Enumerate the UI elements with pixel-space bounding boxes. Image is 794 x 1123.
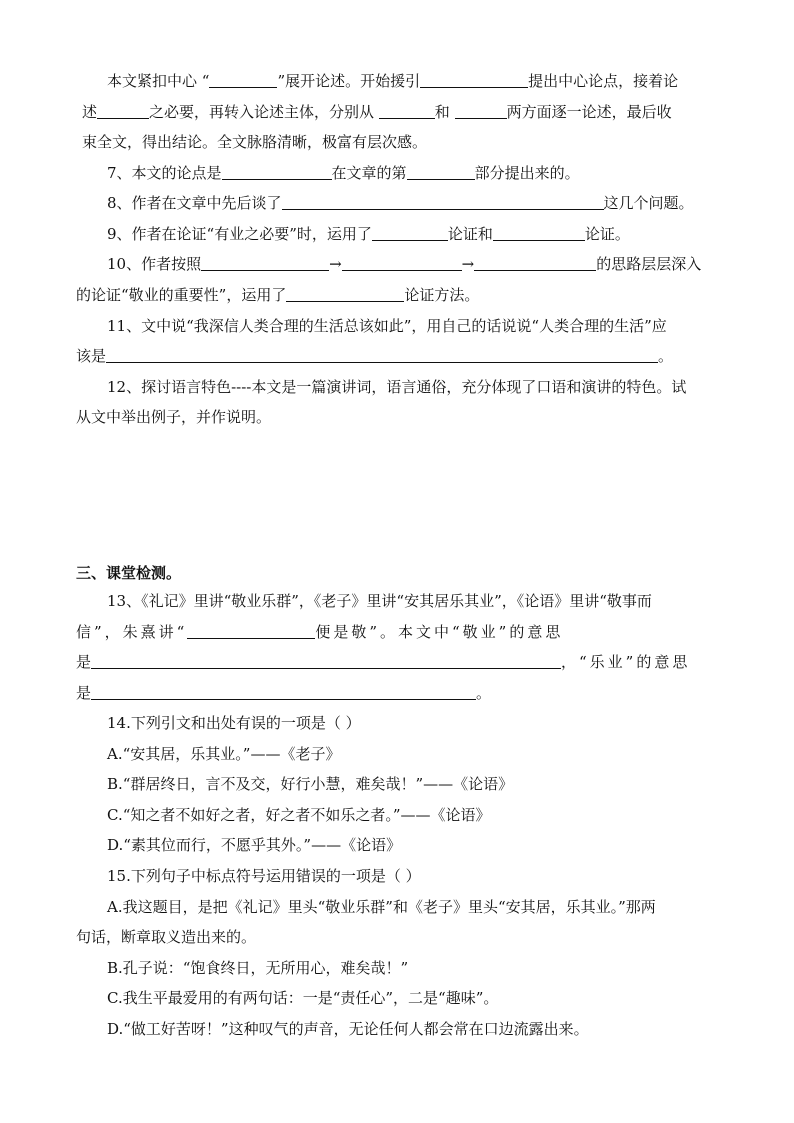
q15-stem: 15.下列句子中标点符号运用错误的一项是（ ） bbox=[107, 867, 421, 885]
question-9 bbox=[107, 223, 630, 245]
section-heading bbox=[76, 562, 181, 584]
intro-line-3 bbox=[82, 131, 427, 153]
option-text: A.我这题目，是把《礼记》里头“敬业乐群”和《老子》里头“安其居，乐其业。”那两 bbox=[107, 898, 656, 916]
q7-blank-2[interactable] bbox=[407, 163, 475, 180]
q15-option-d[interactable] bbox=[107, 1018, 589, 1040]
intro-line-2 bbox=[82, 101, 672, 123]
blank-citation[interactable] bbox=[420, 71, 528, 88]
intro-text: 提出中心论点，接着论 bbox=[528, 72, 679, 90]
q10-blank-1[interactable] bbox=[201, 254, 329, 271]
q11-text: 11、文中说“我深信人类合理的生活总该如此”，用自己的话说说“人类合理的生活”应 bbox=[107, 317, 667, 335]
blank-center[interactable] bbox=[209, 71, 277, 88]
question-13 bbox=[107, 590, 652, 612]
q13-text: 13、《礼记》里讲“敬业乐群”，《老子》里讲“安其居乐其业”，《论语》里讲“敬事而 bbox=[107, 592, 652, 610]
q14-option-b[interactable] bbox=[107, 773, 513, 795]
q14-option-d[interactable] bbox=[107, 834, 401, 856]
option-text: C.“知之者不如好之者，好之者不如乐之者。”——《论语》 bbox=[107, 806, 491, 824]
intro-text: 本文紧扣中心 “ bbox=[107, 72, 210, 90]
option-text: A.“安其居，乐其业。”——《老子》 bbox=[107, 745, 341, 763]
q7-text: 7、本文的论点是 bbox=[107, 164, 222, 182]
question-14 bbox=[107, 712, 361, 734]
q9-text: 论证和 bbox=[447, 225, 493, 243]
q13-text: 。 bbox=[476, 684, 492, 702]
q10-text: 的思路层层深入 bbox=[596, 255, 702, 273]
q10-blank-3[interactable] bbox=[474, 254, 596, 271]
q13-text: 信”，朱熹讲“ bbox=[76, 623, 188, 641]
q13-blank-1[interactable] bbox=[187, 622, 315, 639]
q10-text: 论证方法。 bbox=[404, 286, 480, 304]
q7-text: 在文章的第 bbox=[331, 164, 407, 182]
q15-option-b[interactable] bbox=[107, 957, 408, 979]
q12-text: 12、探讨语言特色----本文是一篇演讲词，语言通俗，充分体现了口语和演讲的特色。试 bbox=[107, 378, 687, 396]
q9-text: 9、作者在论证“有业之必要”时，运用了 bbox=[107, 225, 372, 243]
q13-text: 是 bbox=[76, 653, 92, 671]
q13-text: ，“乐业”的意思 bbox=[561, 653, 691, 671]
q10-text: 的论证“敬业的重要性”，运用了 bbox=[76, 286, 287, 304]
option-text: D.“做工好苦呀！”这种叹气的声音，无论任何人都会常在口边流露出来。 bbox=[107, 1020, 589, 1038]
question-13-line-3 bbox=[76, 651, 690, 673]
q9-blank-2[interactable] bbox=[493, 224, 585, 241]
q13-blank-3[interactable] bbox=[91, 683, 476, 700]
q11-blank[interactable] bbox=[106, 346, 658, 363]
question-12-line-2 bbox=[76, 406, 271, 428]
question-12 bbox=[107, 376, 686, 398]
intro-text: 和 bbox=[434, 103, 455, 121]
q13-text: 是 bbox=[76, 684, 92, 702]
q7-blank-1[interactable] bbox=[222, 163, 332, 180]
question-13-line-4 bbox=[76, 682, 491, 704]
q8-blank[interactable] bbox=[282, 193, 604, 210]
q14-option-a[interactable] bbox=[107, 743, 340, 765]
option-text: 句话，断章取义造出来的。 bbox=[76, 928, 257, 946]
q13-blank-2[interactable] bbox=[91, 652, 561, 669]
q13-text: 便是敬”。本文中“敬业”的意思 bbox=[315, 623, 564, 641]
option-text: B.孔子说：“饱食终日，无所用心，难矣哉！” bbox=[107, 959, 409, 977]
question-15 bbox=[107, 865, 421, 887]
q10-blank-2[interactable] bbox=[342, 254, 462, 271]
intro-text: 之必要，再转入论述主体，分别从 bbox=[149, 103, 379, 121]
question-11 bbox=[107, 315, 667, 337]
q11-text: 该是 bbox=[76, 347, 107, 365]
q9-text: 论证。 bbox=[584, 225, 630, 243]
q15-option-a[interactable] bbox=[107, 896, 656, 918]
question-10-line-2 bbox=[76, 284, 479, 306]
blank-aspect-1[interactable] bbox=[379, 102, 435, 119]
intro-text: ”展开论述。开始援引 bbox=[277, 72, 421, 90]
q10-blank-4[interactable] bbox=[286, 285, 404, 302]
question-11-line-2 bbox=[76, 345, 673, 367]
section-title: 三、课堂检测。 bbox=[76, 564, 182, 582]
q8-text: 这几个问题。 bbox=[603, 194, 694, 212]
option-text: C.我生平最爱用的有两句话：一是“责任心”，二是“趣味”。 bbox=[107, 989, 499, 1007]
question-10 bbox=[107, 253, 701, 275]
q15-option-a-line-2 bbox=[76, 926, 256, 948]
question-13-line-2 bbox=[76, 621, 563, 643]
q14-stem: 14.下列引文和出处有误的一项是（ ） bbox=[107, 714, 361, 732]
question-8 bbox=[107, 192, 694, 214]
q8-text: 8、作者在文章中先后谈了 bbox=[107, 194, 282, 212]
arrow-icon: → bbox=[329, 255, 342, 273]
q9-blank-1[interactable] bbox=[372, 224, 448, 241]
q7-text: 部分提出来的。 bbox=[474, 164, 580, 182]
blank-aspect-2[interactable] bbox=[455, 102, 507, 119]
option-text: D.“素其位而行，不愿乎其外。”——《论语》 bbox=[107, 836, 402, 854]
intro-text: 述 bbox=[82, 103, 98, 121]
q10-text: 10、作者按照 bbox=[107, 255, 202, 273]
q11-text: 。 bbox=[658, 347, 674, 365]
q15-option-c[interactable] bbox=[107, 987, 498, 1009]
option-text: B.“群居终日，言不及交，好行小慧，难矣哉！”——《论语》 bbox=[107, 775, 514, 793]
intro-line-1 bbox=[107, 70, 678, 92]
intro-text: 束全文，得出结论。全文脉胳清晰，极富有层次感。 bbox=[82, 133, 428, 151]
q12-text: 从文中举出例子，并作说明。 bbox=[76, 408, 272, 426]
intro-text: 两方面逐一论述，最后收 bbox=[506, 103, 672, 121]
arrow-icon: → bbox=[461, 255, 475, 273]
blank-necessity[interactable] bbox=[97, 102, 149, 119]
question-7 bbox=[107, 162, 580, 184]
q14-option-c[interactable] bbox=[107, 804, 491, 826]
